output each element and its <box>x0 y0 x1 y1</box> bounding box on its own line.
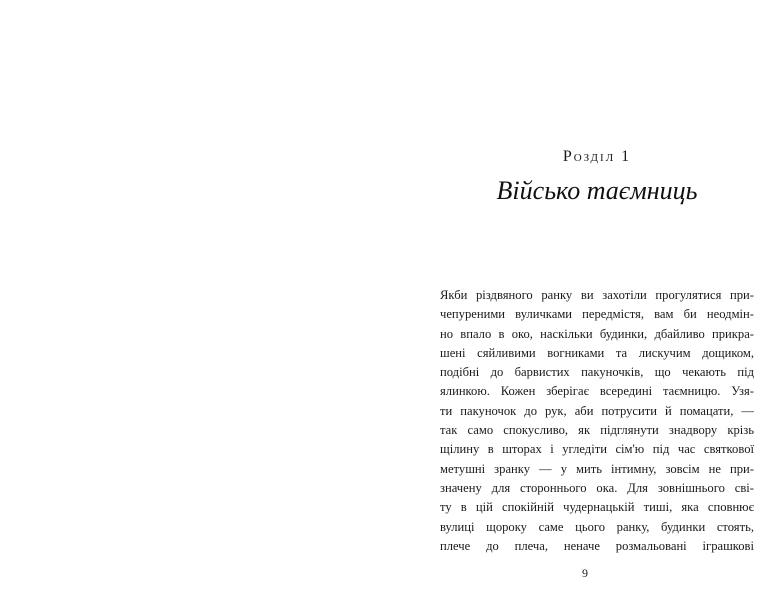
text-line: ту в цій спокійній чудернацькій тиші, яка сповнює <box>440 500 754 515</box>
text-line: щілину в шторах і угледіти сім'ю під час святкової <box>440 442 754 457</box>
chapter-title: Військо таємниць <box>496 176 698 205</box>
body-paragraph <box>440 286 754 556</box>
text-line: метушні зранку — у мить інтимну, зовсім не при- <box>440 461 754 476</box>
text-line: но впало в око, наскільки будинки, дбайливо прикра- <box>440 326 754 341</box>
text-line: так само спокусливо, як підглянути знадвору крізь <box>440 423 754 438</box>
text-line: ялинкою. Кожен зберігає всередині таємницю. Узя- <box>440 384 754 399</box>
text-line: шені сяйливими вогниками та лискучим дощиком, <box>440 345 754 360</box>
text-line: ти пакуночок до рук, аби потрусити й помацати, — <box>440 403 754 418</box>
text-line: чепуреними вуличками передмістя, вам би неодмін- <box>440 307 754 322</box>
text-line: подібні до барвистих пакуночків, що чекають під <box>440 365 754 380</box>
text-line: вулиці щороку саме цього ранку, будинки стоять, <box>440 519 754 534</box>
text-line: значену для стороннього ока. Для зовнішнього сві- <box>440 480 754 495</box>
page-number: 9 <box>582 566 588 580</box>
text-line: плече до плеча, неначе розмальовані іграшкові <box>440 538 754 553</box>
chapter-label: Розділ 1 <box>562 148 632 165</box>
text-line: Якби різдвяного ранку ви захотіли прогулятися при- <box>440 288 754 302</box>
